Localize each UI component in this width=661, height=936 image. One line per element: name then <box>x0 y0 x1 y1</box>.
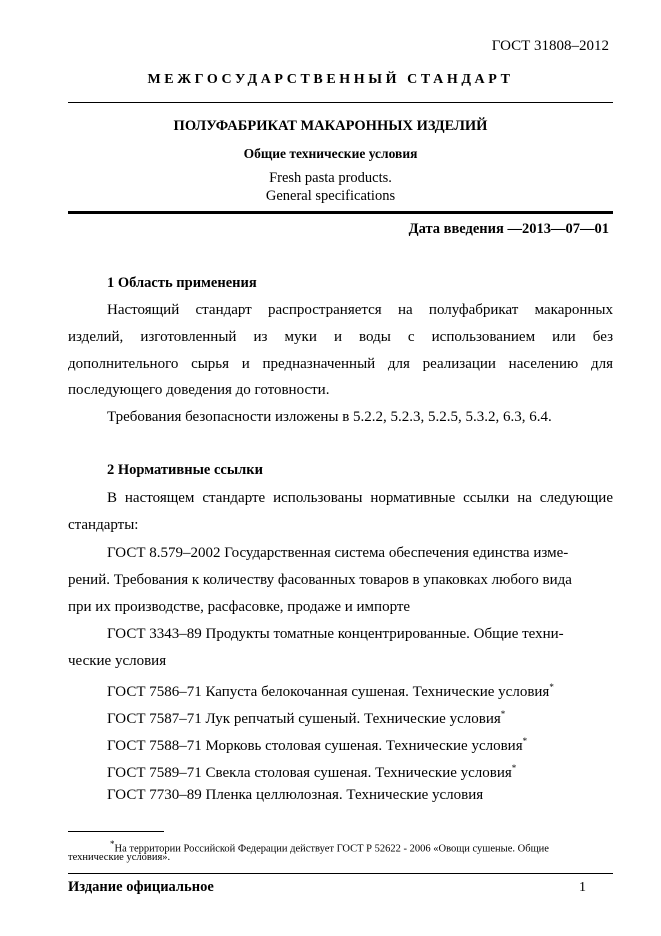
section-2-intro-line: В настоящем стандарте использованы нормативные ссылки на следующие <box>107 490 613 506</box>
section-1-text-line: последующего доведения до готовности. <box>68 382 330 398</box>
title-divider <box>68 211 613 214</box>
section-1-text-line: изделий, изготовленный из муки и воды с использованием или без <box>68 329 613 345</box>
section-1-text-line: Настоящий стандарт распространяется на полуфабрикат макаронных <box>107 302 613 318</box>
official-edition-label: Издание официальное <box>68 879 214 895</box>
reference-line: ГОСТ 7588–71 Морковь столовая сушеная. Технические условия* <box>107 736 528 754</box>
introduction-date: Дата введения —2013—07—01 <box>408 221 609 237</box>
reference-line: при их производстве, расфасовке, продаже и импорте <box>68 599 411 615</box>
document-subtitle: Общие технические условия <box>243 146 418 161</box>
english-title-line1: Fresh pasta products. <box>269 170 392 186</box>
footnote-marker: * <box>511 763 517 773</box>
footnote-text: технические условия». <box>68 852 171 863</box>
interstate-standard-label: МЕЖГОСУДАРСТВЕННЫЙ СТАНДАРТ <box>147 72 514 87</box>
reference-line: ГОСТ 7589–71 Свекла столовая сушеная. Технические условия* <box>107 763 517 781</box>
reference-line: ГОСТ 3343–89 Продукты томатные концентрированные. Общие техни- <box>107 626 564 642</box>
footnote-marker: * <box>549 682 554 692</box>
reference-line: ГОСТ 7587–71 Лук репчатый сушеный. Технические условия* <box>107 709 506 727</box>
footer-divider <box>68 873 613 874</box>
footnote-marker: * <box>500 709 506 719</box>
footnote-divider <box>68 831 164 832</box>
section-2-intro-line: стандарты: <box>68 517 139 533</box>
reference-line: рений. Требования к количеству фасованных товаров в упаковках любого вида <box>68 572 572 588</box>
reference-line: ГОСТ 7730–89 Пленка целлюлозная. Технические условия <box>107 787 484 803</box>
footnote-marker: * <box>522 736 528 746</box>
section-2-heading: 2 Нормативные ссылки <box>107 462 263 478</box>
page-number: 1 <box>579 880 586 895</box>
footnote-text: *На территории Российской Федерации действует ГОСТ Р 52622 - 2006 «Овощи сушеные. Общие <box>110 839 549 855</box>
standard-code: ГОСТ 31808–2012 <box>491 38 609 54</box>
section-1-heading: 1 Область применения <box>107 275 257 291</box>
section-1-text-line: дополнительного сырья и предназначенный для реализации населению для <box>68 356 613 372</box>
document-title: ПОЛУФАБРИКАТ МАКАРОННЫХ ИЗДЕЛИЙ <box>173 118 488 134</box>
top-divider <box>68 102 613 103</box>
reference-line: ческие условия <box>68 653 167 669</box>
section-1-safety-line: Требования безопасности изложены в 5.2.2, 5.2.3, 5.2.5, 5.3.2, 6.3, 6.4. <box>107 409 552 425</box>
english-title-line2: General specifications <box>265 188 396 204</box>
reference-line: ГОСТ 7586–71 Капуста белокочанная сушеная. Технические условия* <box>107 682 554 700</box>
reference-line: ГОСТ 8.579–2002 Государственная система обеспечения единства изме- <box>107 545 569 561</box>
